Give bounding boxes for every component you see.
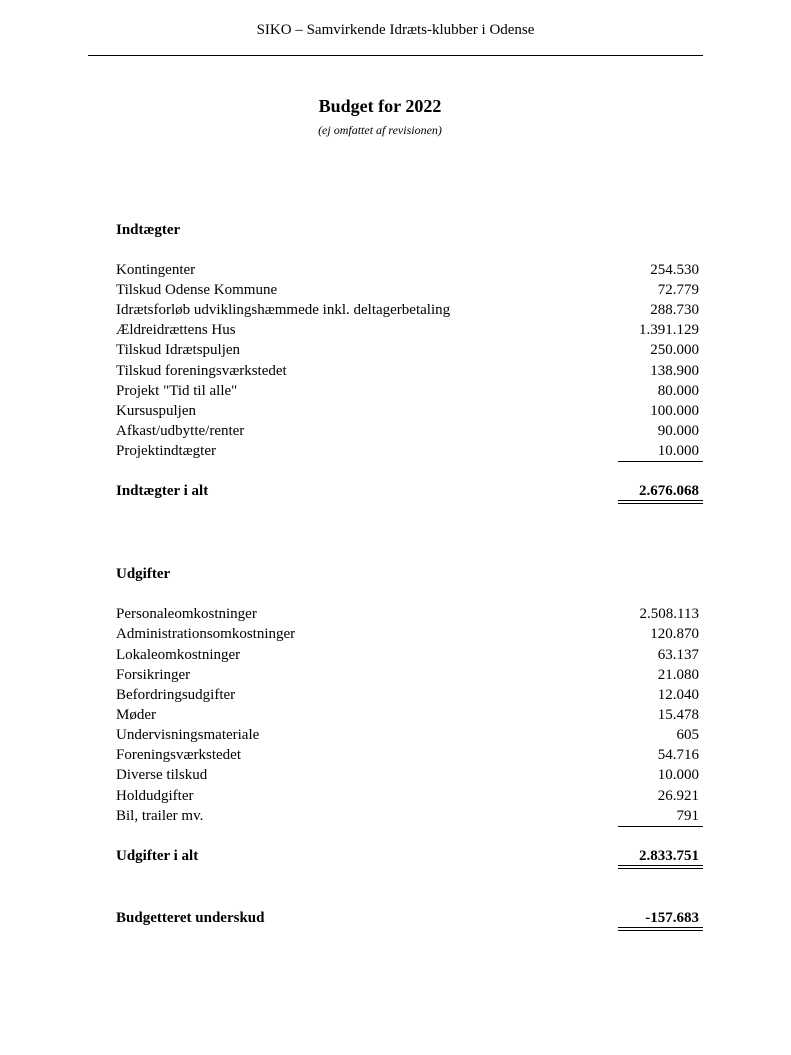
result-double-rule [618, 927, 703, 931]
income-row [116, 300, 702, 320]
income-total-double-rule [618, 500, 703, 504]
income-row-amount: 288.730 [650, 302, 699, 318]
income-row [116, 280, 702, 300]
income-row-amount: 250.000 [650, 342, 699, 358]
income-row-label: Tilskud foreningsværkstedet [116, 363, 287, 379]
income-row-amount: 10.000 [657, 443, 699, 459]
income-total-label: Indtægter i alt [116, 483, 209, 499]
income-row-label: Projektindtægter [116, 443, 216, 459]
expense-row [116, 604, 702, 624]
expense-row-amount: 26.921 [657, 788, 699, 804]
expense-row-label: Bil, trailer mv. [116, 808, 204, 824]
income-row-label: Afkast/udbytte/renter [116, 423, 245, 439]
expense-row-amount: 2.508.113 [639, 606, 699, 622]
expense-row [116, 685, 702, 705]
income-row [116, 340, 702, 360]
income-row [116, 401, 702, 421]
income-total-row [116, 481, 702, 501]
expense-row-label: Undervisningsmateriale [116, 727, 260, 743]
income-row-amount: 80.000 [657, 383, 699, 399]
income-row [116, 260, 702, 280]
expense-row [116, 806, 702, 826]
expense-row-amount: 63.137 [657, 647, 699, 663]
income-row-label: Kursuspuljen [116, 403, 196, 419]
income-total-amount: 2.676.068 [639, 483, 699, 499]
income-row-label: Tilskud Idrætspuljen [116, 342, 241, 358]
result-label: Budgetteret underskud [116, 910, 265, 926]
expense-row [116, 725, 702, 745]
expense-row-label: Befordringsudgifter [116, 687, 236, 703]
income-row [116, 320, 702, 340]
income-row-amount: 138.900 [650, 363, 699, 379]
expense-row-label: Lokaleomkostninger [116, 647, 241, 663]
expense-row [116, 645, 702, 665]
income-row [116, 361, 702, 381]
expense-row [116, 745, 702, 765]
document-title: Budget for 2022 [318, 96, 442, 116]
expense-total-row [116, 846, 702, 866]
expense-row-amount: 21.080 [657, 667, 699, 683]
income-row-amount: 72.779 [657, 282, 699, 298]
expense-total-label: Udgifter i alt [116, 848, 199, 864]
expense-row [116, 786, 702, 806]
expense-row-amount: 54.716 [657, 747, 699, 763]
income-row-label: Ældreidrættens Hus [116, 322, 236, 338]
expense-row-label: Møder [116, 707, 156, 723]
expense-row-label: Administrationsomkostninger [116, 626, 296, 642]
organization-header: SIKO – Samvirkende Idræts-klubber i Odense [256, 22, 535, 38]
income-row-amount: 254.530 [650, 262, 699, 278]
expense-row [116, 624, 702, 644]
expense-row-label: Diverse tilskud [116, 767, 208, 783]
expense-total-amount: 2.833.751 [639, 848, 699, 864]
income-subtotal-rule [618, 461, 703, 462]
income-row [116, 421, 702, 441]
income-heading: Indtægter [116, 222, 181, 238]
expense-row-label: Personaleomkostninger [116, 606, 257, 622]
expense-subtotal-rule [618, 826, 703, 827]
expense-row-label: Foreningsværkstedet [116, 747, 241, 763]
income-row-label: Tilskud Odense Kommune [116, 282, 278, 298]
income-row-label: Kontingenter [116, 262, 196, 278]
expense-row [116, 765, 702, 785]
income-row [116, 381, 702, 401]
expense-row-amount: 120.870 [650, 626, 699, 642]
expense-row-label: Forsikringer [116, 667, 191, 683]
income-row-amount: 90.000 [657, 423, 699, 439]
expense-row-amount: 10.000 [657, 767, 699, 783]
income-row-label: Projekt "Tid til alle" [116, 383, 238, 399]
document-subtitle: (ej omfattet af revisionen) [318, 123, 442, 137]
result-amount: -157.683 [645, 910, 699, 926]
expense-row [116, 665, 702, 685]
income-row-label: Idrætsforløb udviklingshæmmede inkl. deltagerbetaling [116, 302, 451, 318]
expenses-heading: Udgifter [116, 566, 171, 582]
income-row-amount: 1.391.129 [639, 322, 699, 338]
income-row-amount: 100.000 [650, 403, 699, 419]
expense-row [116, 705, 702, 725]
expense-total-double-rule [618, 865, 703, 869]
income-row [116, 441, 702, 461]
expense-row-label: Holdudgifter [116, 788, 194, 804]
expense-row-amount: 605 [676, 727, 699, 743]
expense-row-amount: 791 [676, 808, 699, 824]
expense-row-amount: 12.040 [657, 687, 699, 703]
expense-row-amount: 15.478 [657, 707, 699, 723]
result-row [116, 908, 702, 928]
header-divider [88, 55, 703, 56]
